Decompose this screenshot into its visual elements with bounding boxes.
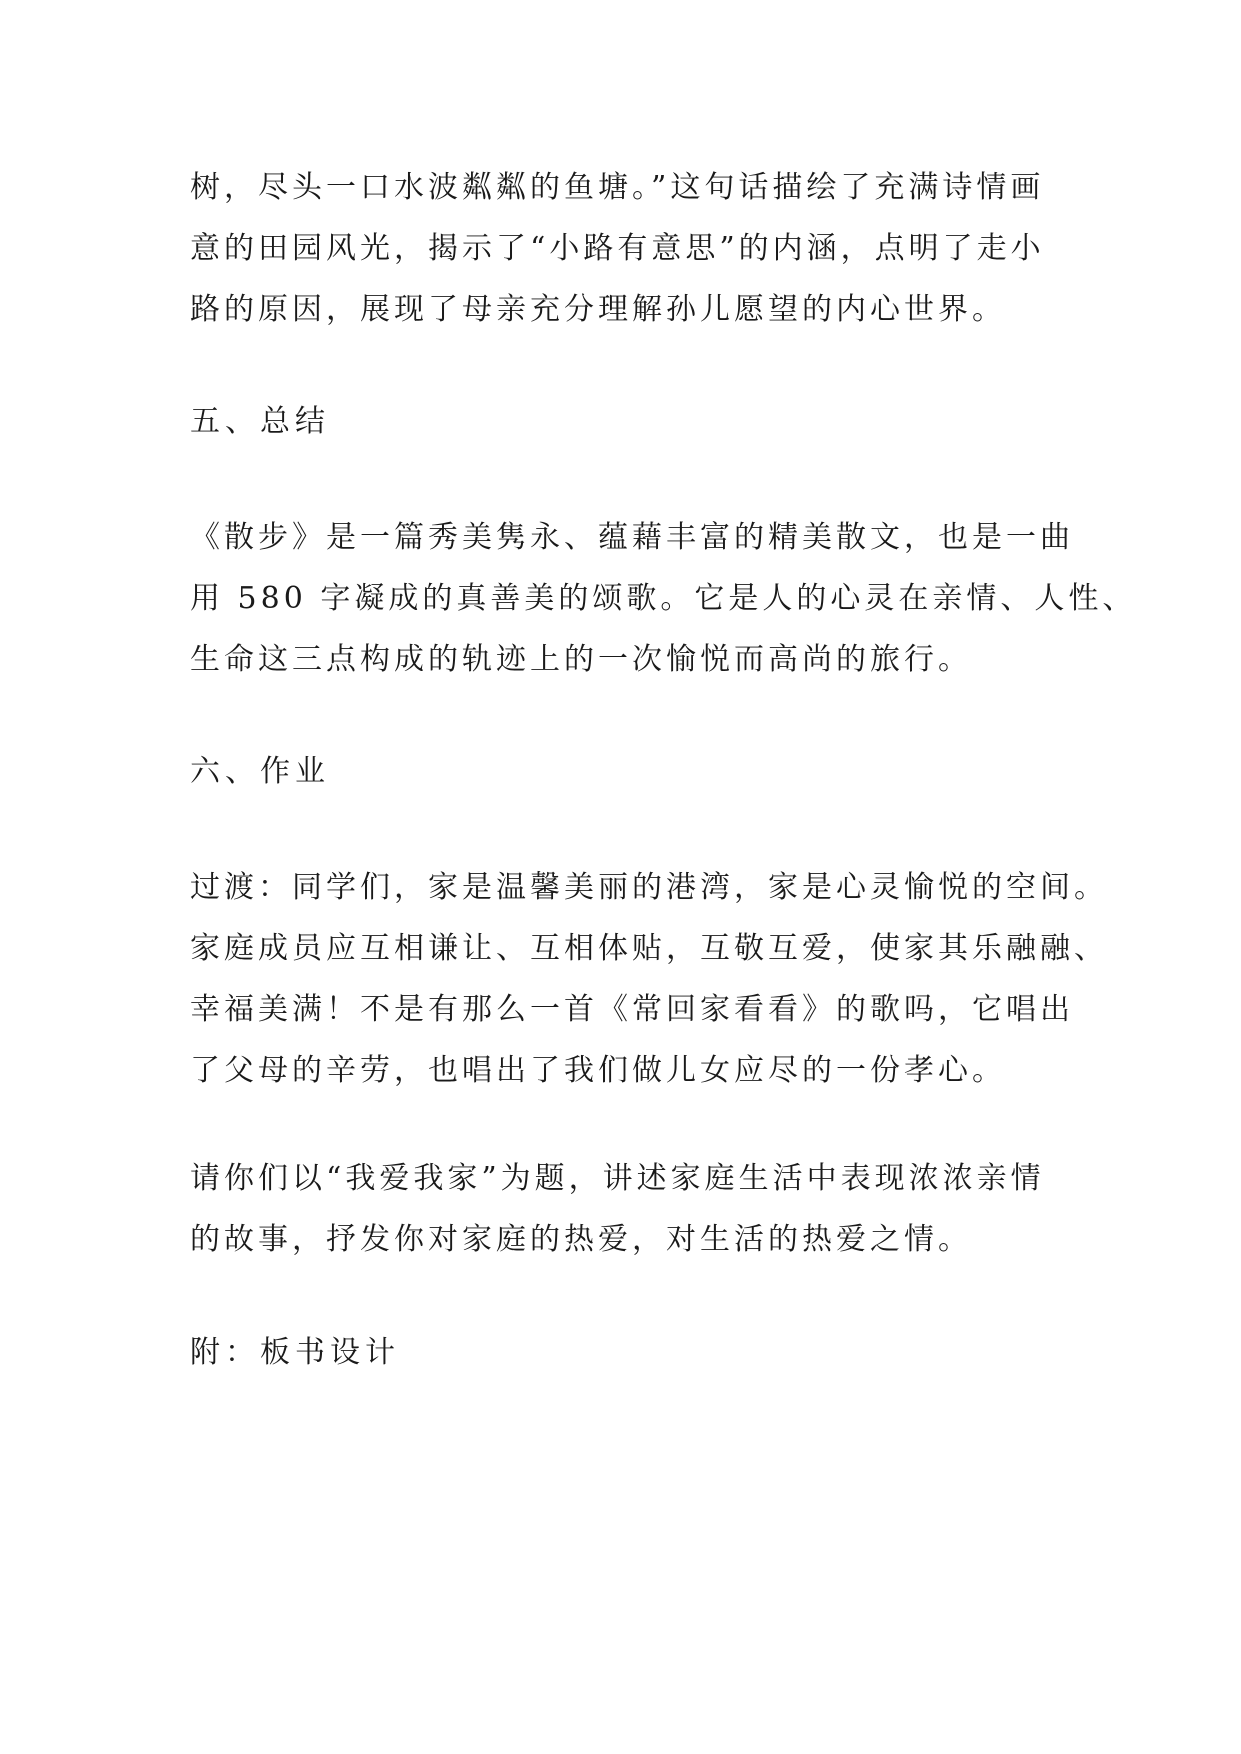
section-heading-board-design bbox=[190, 1322, 1070, 1383]
text-line: 意的田园风光，揭示了“小路有意思”的内涵，点明了走小 bbox=[190, 231, 1045, 266]
heading-text: 六、作业 bbox=[190, 754, 330, 789]
paragraph-summary bbox=[190, 507, 1137, 690]
text-line: 的故事，抒发你对家庭的热爱，对生活的热爱之情。 bbox=[190, 1222, 972, 1257]
text-line: 路的原因，展现了母亲充分理解孙儿愿望的内心世界。 bbox=[190, 292, 1006, 327]
text-line: 生命这三点构成的轨迹上的一次愉悦而高尚的旅行。 bbox=[190, 642, 972, 677]
heading-text: 五、总结 bbox=[190, 404, 330, 439]
text-line: 家庭成员应互相谦让、互相体贴，互敬互爱，使家其乐融融、 bbox=[190, 931, 1108, 966]
paragraph-assignment bbox=[190, 1148, 1070, 1270]
paragraph-scenery-explanation bbox=[190, 157, 1070, 340]
text-line: 用 580 字凝成的真善美的颂歌。它是人的心灵在亲情、人性、 bbox=[190, 581, 1137, 616]
text-line: 《散步》是一篇秀美隽永、蕴藉丰富的精美散文，也是一曲 bbox=[190, 520, 1074, 555]
section-heading-homework bbox=[190, 741, 1070, 802]
text-line: 树，尽头一口水波粼粼的鱼塘。”这句话描绘了充满诗情画 bbox=[190, 170, 1045, 205]
text-line: 请你们以“我爱我家”为题，讲述家庭生活中表现浓浓亲情 bbox=[190, 1161, 1045, 1196]
text-line: 过渡：同学们，家是温馨美丽的港湾，家是心灵愉悦的空间。 bbox=[190, 870, 1108, 905]
text-line: 幸福美满！不是有那么一首《常回家看看》的歌吗，它唱出 bbox=[190, 992, 1074, 1027]
text-line: 了父母的辛劳，也唱出了我们做儿女应尽的一份孝心。 bbox=[190, 1053, 1006, 1088]
heading-text: 附：板书设计 bbox=[190, 1335, 400, 1370]
paragraph-transition bbox=[190, 857, 1108, 1101]
section-heading-summary bbox=[190, 391, 1070, 452]
